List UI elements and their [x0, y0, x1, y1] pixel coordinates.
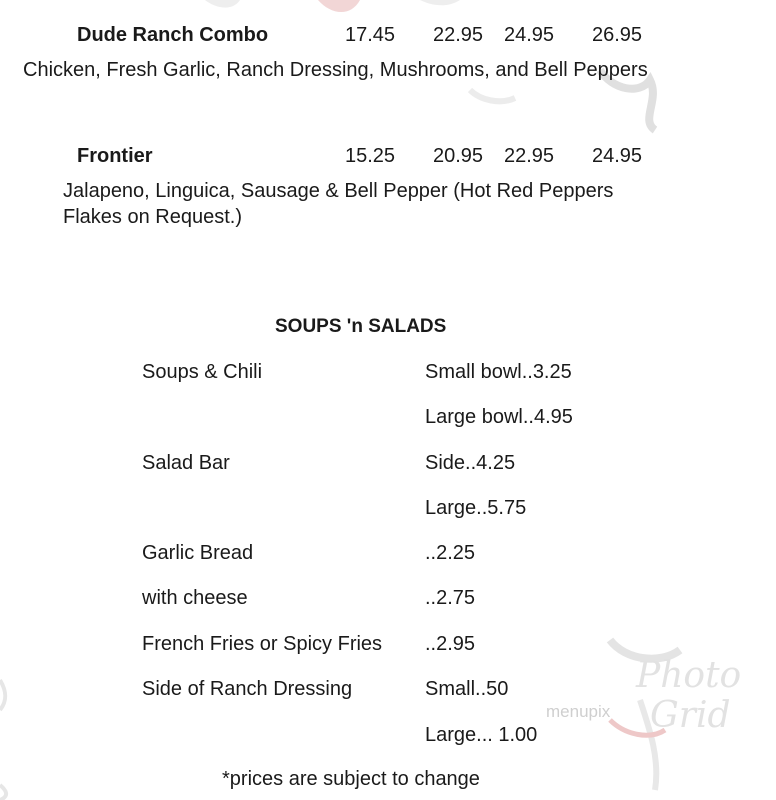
menu-row-label: Garlic Bread: [142, 542, 254, 564]
menu-row-price: Large... 1.00: [425, 724, 538, 746]
menu-row-price: Side..4.25: [425, 452, 516, 474]
price-small: 17.45: [345, 24, 396, 46]
price-medium: 22.95: [433, 24, 484, 46]
menu-row-price: ..2.25: [425, 542, 476, 564]
menu-row-price: Small bowl..3.25: [425, 361, 572, 383]
photo-grid-watermark: Grid: [650, 695, 731, 736]
price-medium: 20.95: [433, 145, 484, 167]
menu-row-price: Small..50: [425, 678, 509, 700]
menu-row-label: Salad Bar: [142, 452, 230, 474]
item-name-dude-ranch-combo: Dude Ranch Combo: [77, 24, 269, 46]
menu-row-price: ..2.75: [425, 587, 476, 609]
photo-grid-watermark: Photo: [636, 655, 742, 696]
menu-row-label: with cheese: [142, 587, 248, 609]
price-large: 24.95: [504, 24, 555, 46]
menupix-watermark: menupix: [546, 702, 611, 721]
menu-row-label: Side of Ranch Dressing: [142, 678, 353, 700]
menu-row-label: Soups & Chili: [142, 361, 263, 383]
item-description-line: Jalapeno, Linguica, Sausage & Bell Pepper (Hot Red Peppers: [63, 180, 614, 202]
price-xlarge: 26.95: [592, 24, 643, 46]
item-description: Chicken, Fresh Garlic, Ranch Dressing, Mushrooms, and Bell Peppers: [23, 59, 648, 81]
menu-row-label: French Fries or Spicy Fries: [142, 633, 383, 655]
menu-row-price: ..2.95: [425, 633, 476, 655]
menu-row-price: Large bowl..4.95: [425, 406, 573, 428]
item-description-line: Flakes on Request.): [63, 206, 242, 228]
price-large: 22.95: [504, 145, 555, 167]
footnote: *prices are subject to change: [222, 768, 480, 790]
price-xlarge: 24.95: [592, 145, 643, 167]
price-small: 15.25: [345, 145, 396, 167]
section-heading: SOUPS 'n SALADS: [275, 316, 447, 337]
item-name-frontier: Frontier: [77, 145, 153, 167]
menu-row-price: Large..5.75: [425, 497, 527, 519]
